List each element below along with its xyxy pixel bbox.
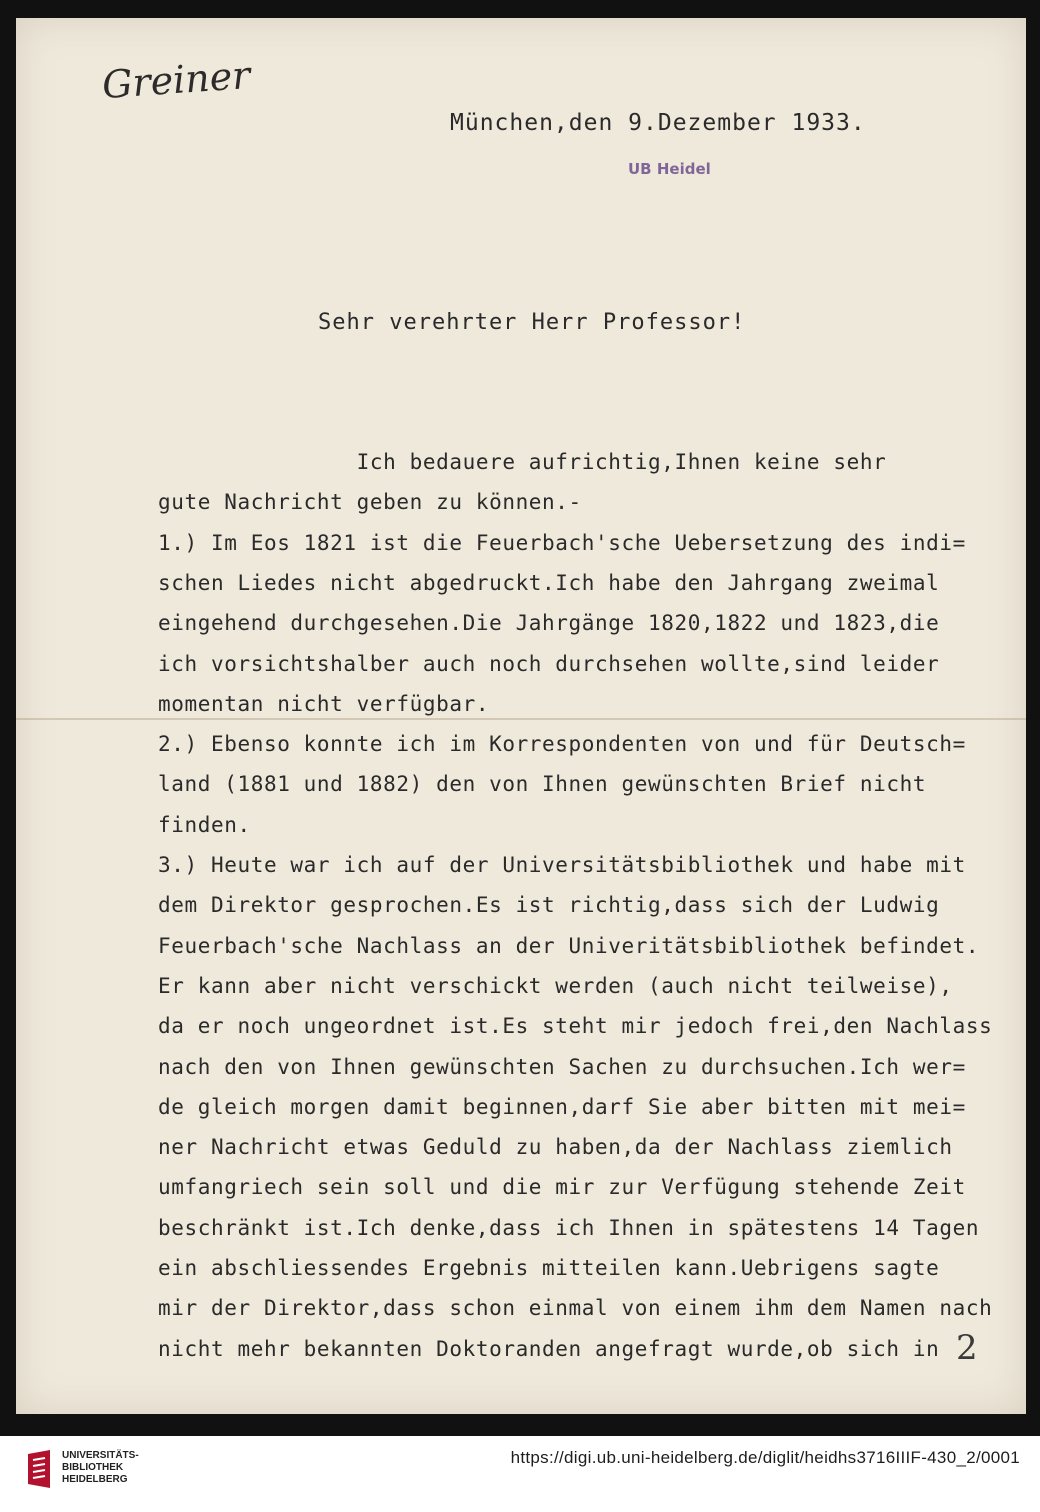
letter-line: ner Nachricht etwas Geduld zu haben,da der Nachlass ziemlich [158,1135,953,1160]
letter-line: land (1881 und 1882) den von Ihnen gewünschten Brief nicht [158,772,927,797]
handwritten-signature: Greiner [100,52,252,108]
letter-line: momentan nicht verfügbar. [158,691,490,716]
letter-line: de gleich morgen damit beginnen,darf Sie aber bitten mit mei= [158,1094,966,1119]
letter-line: ein abschliessendes Ergebnis mitteilen kann.Uebrigens sagte [158,1256,940,1280]
viewer-footer [0,1436,1040,1512]
letter-line: umfangriech sein soll und die mir zur Verfügung stehende Zeit [158,1175,966,1200]
library-stamp: UB Heidel [628,160,711,178]
letter-line: eingehend durchgesehen.Die Jahrgänge 1820,1822 und 1823,die [158,611,940,636]
letter-line: 1.) Im Eos 1821 ist die Feuerbach'sche Uebersetzung des indi= [158,530,966,555]
letter-line: nach den von Ihnen gewünschten Sachen zu durchsuchen.Ich wer= [158,1054,966,1079]
salutation: Sehr verehrter Herr Professor! [318,310,746,335]
letter-page [16,18,1026,1414]
letter-line: Er kann aber nicht verschickt werden (auch nicht teilweise), [158,973,953,998]
library-name: UNIVERSITÄTS- BIBLIOTHEK HEIDELBERG [62,1450,139,1485]
letter-line: Feuerbach'sche Nachlass an der Univeritätsbibliothek befindet. [158,933,980,958]
letter-line: finden. [158,812,251,837]
letter-line: da er noch ungeordnet ist.Es steht mir jedoch frei,den Nachlass [158,1014,993,1039]
letter-line: 2.) Ebenso konnte ich im Korrespondenten von und für Deutsch= [158,732,966,757]
university-library-logo-icon [24,1448,54,1490]
letter-line: 3.) Heute war ich auf der Universitätsbibliothek und habe mit [158,853,966,877]
page-number: 2 [956,1328,978,1368]
letter-line: nicht mehr bekannten Doktoranden angefragt wurde,ob sich in [158,1336,940,1361]
letter-line: gute Nachricht geben zu können.- [158,490,582,515]
letter-line: Ich bedauere aufrichtig,Ihnen keine sehr [158,450,887,474]
paper-fold [16,718,1026,720]
document-url-link[interactable]: https://digi.ub.uni-heidelberg.de/diglit/heidhs3716IIIF-430_2/0001 [510,1448,1020,1467]
letter-line: beschränkt ist.Ich denke,dass ich Ihnen in spätestens 14 Tagen [158,1215,980,1240]
date-line: München,den 9.Dezember 1933. [450,110,866,136]
letter-line: ich vorsichtshalber auch noch durchsehen wollte,sind leider [158,651,940,676]
letter-line: dem Direktor gesprochen.Es ist richtig,dass sich der Ludwig [158,893,940,918]
letter-line: schen Liedes nicht abgedruckt.Ich habe den Jahrgang zweimal [158,570,940,595]
letter-line: mir der Direktor,dass schon einmal von einem ihm dem Namen nach [158,1296,993,1321]
